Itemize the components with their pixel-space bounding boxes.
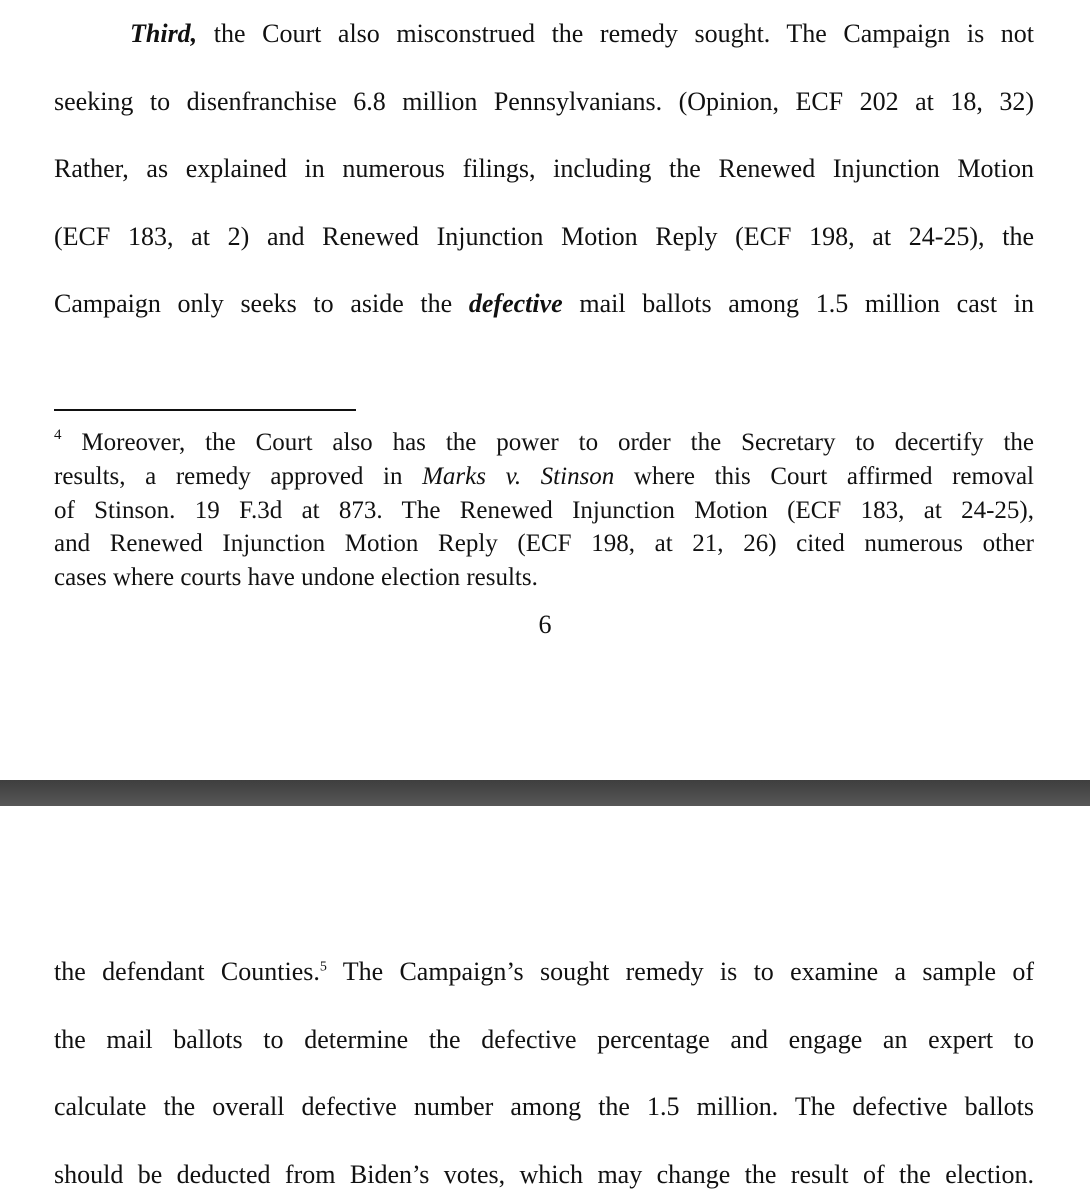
bottom-line-3: calculate the overall defective number among the 1.5 million. The defective ballots <box>54 1092 1034 1121</box>
bottom-line-4: should be deducted from Biden’s votes, which may change the result of the election. <box>54 1160 1034 1189</box>
footnote-line-3: of Stinson. 19 F.3d at 873. The Renewed Injunction Motion (ECF 183, at 24-25), <box>54 497 1034 524</box>
body-line-5: Campaign only seeks to aside the defective mail ballots among 1.5 million cast in <box>54 289 1034 318</box>
page-number: 6 <box>538 610 552 639</box>
document-page-bottom <box>0 806 1090 1200</box>
body-line-3: Rather, as explained in numerous filings, including the Renewed Injunction Motion <box>54 154 1034 183</box>
body-line-4: (ECF 183, at 2) and Renewed Injunction Motion Reply (ECF 198, at 24-25), the <box>54 222 1034 251</box>
footnote-divider <box>54 409 356 411</box>
footnote-line-2: results, a remedy approved in Marks v. Stinson where this Court affirmed removal <box>54 463 1035 490</box>
footnote-line-5: cases where courts have undone election results. <box>54 564 538 591</box>
body-line-2: seeking to disenfranchise 6.8 million Pennsylvanians. (Opinion, ECF 202 at 18, 32) <box>54 87 1034 116</box>
defective-emphasis: defective <box>468 289 563 318</box>
bottom-line-2: the mail ballots to determine the defective percentage and engage an expert to <box>54 1025 1034 1054</box>
footnote-line-1: $^4$ Moreover, the Court also has the power to order the Secretary to decertify the <box>54 426 1034 456</box>
bottom-line-1: the defendant Counties.$^5$ The Campaign’s sought remedy is to examine a sample of <box>54 957 1034 986</box>
footnote-reference-5: 5 <box>319 959 327 975</box>
case-citation: Marks v. Stinson <box>422 463 615 490</box>
third-emphasis: Third, <box>130 19 198 48</box>
footnote-number: 4 <box>54 426 62 443</box>
footnote-line-4: and Renewed Injunction Motion Reply (ECF 198, at 21, 26) cited numerous other <box>54 530 1034 557</box>
body-line-1: Third, the Court also misconstrued the remedy sought. The Campaign is not <box>130 19 1034 48</box>
page-separator <box>0 780 1090 806</box>
